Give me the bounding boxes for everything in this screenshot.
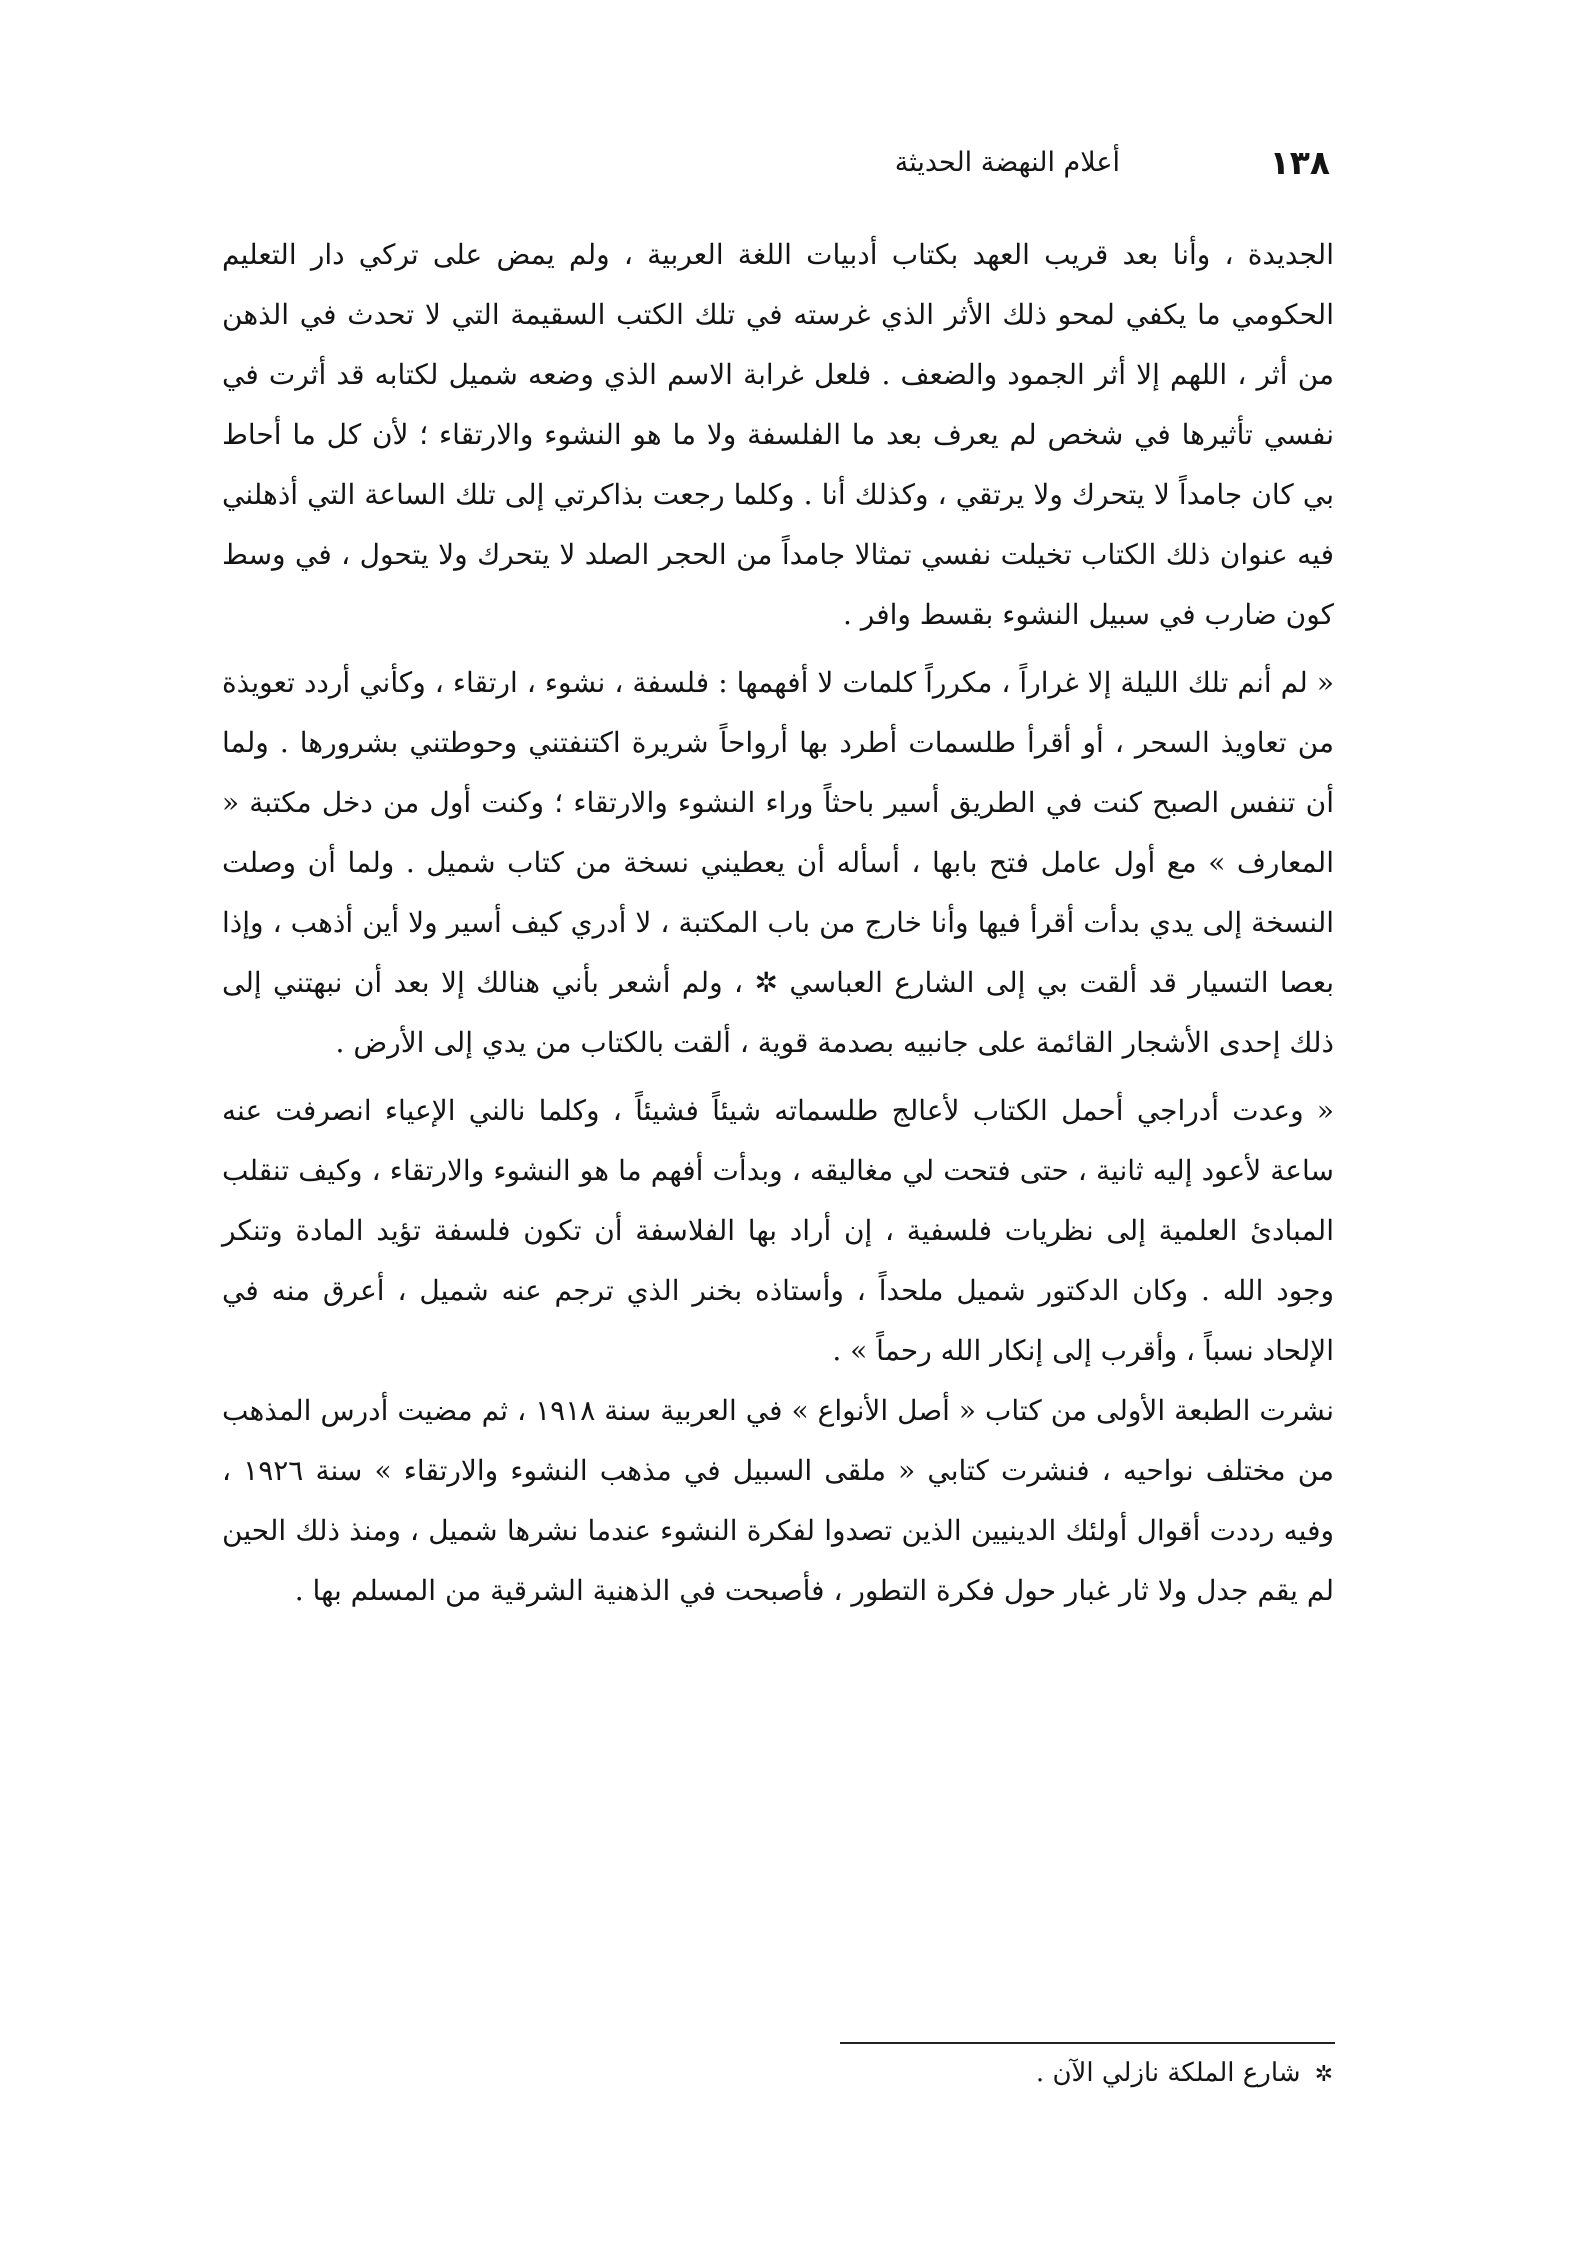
paragraph: نشرت الطبعة الأولى من كتاب « أصل الأنواع » في العربية سنة ١٩١٨ ، ثم مضيت أدرس المذهب من مختلف نواحيه ، فنشرت كتابي « ملقى السبيل في مذهب النشوء والارتقاء » سنة ١٩٢٦ ، وفيه رددت أقوال أولئك الدينيين الذين تصدوا لفكرة النشوء عندما نشرها شميل ، ومنذ ذلك الحين لم يقم جدل ولا ثار غبار حول فكرة التطور ، فأصبحت في الذهنية الشرقية من المسلم بها . <box>222 1394 1335 1607</box>
page-number: ١٣٨ <box>1269 143 1330 182</box>
paragraph: الجديدة ، وأنا بعد قريب العهد بكتاب أدبيات اللغة العربية ، ولم يمض على تركي دار التعليم الحكومي ما يكفي لمحو ذلك الأثر الذي غرسته في تلك الكتب السقيمة التي لا تحدث في الذهن من أثر ، اللهم إلا أثر الجمود والضعف . فلعل غرابة الاسم الذي وضعه شميل لكتابه قد أثرت في نفسي تأثيرها في شخص لم يعرف بعد ما الفلسفة ولا ما هو النشوء والارتقاء ؛ لأن كل ما أحاط بي كان جامداً لا يتحرك ولا يرتقي ، وكذلك أنا . وكلما رجعت بذاكرتي إلى تلك الساعة التي أذهلني فيه عنوان ذلك الكتاب تخيلت نفسي تمثالا جامداً من الحجر الصلد لا يتحرك ولا يتحول ، في وسط كون ضارب في سبيل النشوء بقسط وافر . <box>222 238 1335 631</box>
footnote <box>1036 2058 1333 2088</box>
footnote-marker: ✲ <box>1314 2062 1333 2087</box>
footnote-divider <box>840 2042 1335 2044</box>
page-header <box>640 143 1330 193</box>
paragraph: « وعدت أدراجي أحمل الكتاب لأعالج طلسماته شيئاً فشيئاً ، وكلما نالني الإعياء انصرفت عنه ساعة لأعود إليه ثانية ، حتى فتحت لي مغاليقه ، وبدأت أفهم ما هو النشوء والارتقاء ، وكيف تنقلب المبادئ العلمية إلى نظريات فلسفية ، إن أراد بها الفلاسفة أن تكون فلسفة تؤيد المادة وتنكر وجود الله . وكان الدكتور شميل ملحداً ، وأستاذه بخنر الذي ترجم عنه شميل ، أعرق منه في الإلحاد نسباً ، وأقرب إلى إنكار الله رحماً » . <box>222 1094 1334 1367</box>
body-text <box>222 225 1334 1621</box>
footnote-text: شارع الملكة نازلي الآن . <box>1035 2058 1301 2088</box>
paragraph: « لم أنم تلك الليلة إلا غراراً ، مكرراً كلمات لا أفهمها : فلسفة ، نشوء ، ارتقاء ، وكأني أردد تعويذة من تعاويذ السحر ، أو أقرأ طلسمات أطرد بها أرواحاً شريرة اكتنفتني وحوطتني بشرورها . ولما أن تنفس الصبح كنت في الطريق أسير باحثاً وراء النشوء والارتقاء ؛ وكنت أول من دخل مكتبة « المعارف » مع أول عامل فتح بابها ، أسأله أن يعطيني نسخة من كتاب شميل . ولما أن وصلت النسخة إلى يدي بدأت أقرأ فيها وأنا خارج من باب المكتبة ، لا أدري كيف أسير ولا أين أذهب ، وإذا بعصا التسيار قد ألقت بي إلى الشارع العباسي ✲ ، ولم أشعر بأني هنالك إلا بعد أن نبهتني إلى ذلك إحدى الأشجار القائمة على جانبيه بصدمة قوية ، ألقت بالكتاب من يدي إلى الأرض . <box>222 666 1335 1059</box>
running-title: أعلام النهضة الحديثة <box>894 147 1120 178</box>
